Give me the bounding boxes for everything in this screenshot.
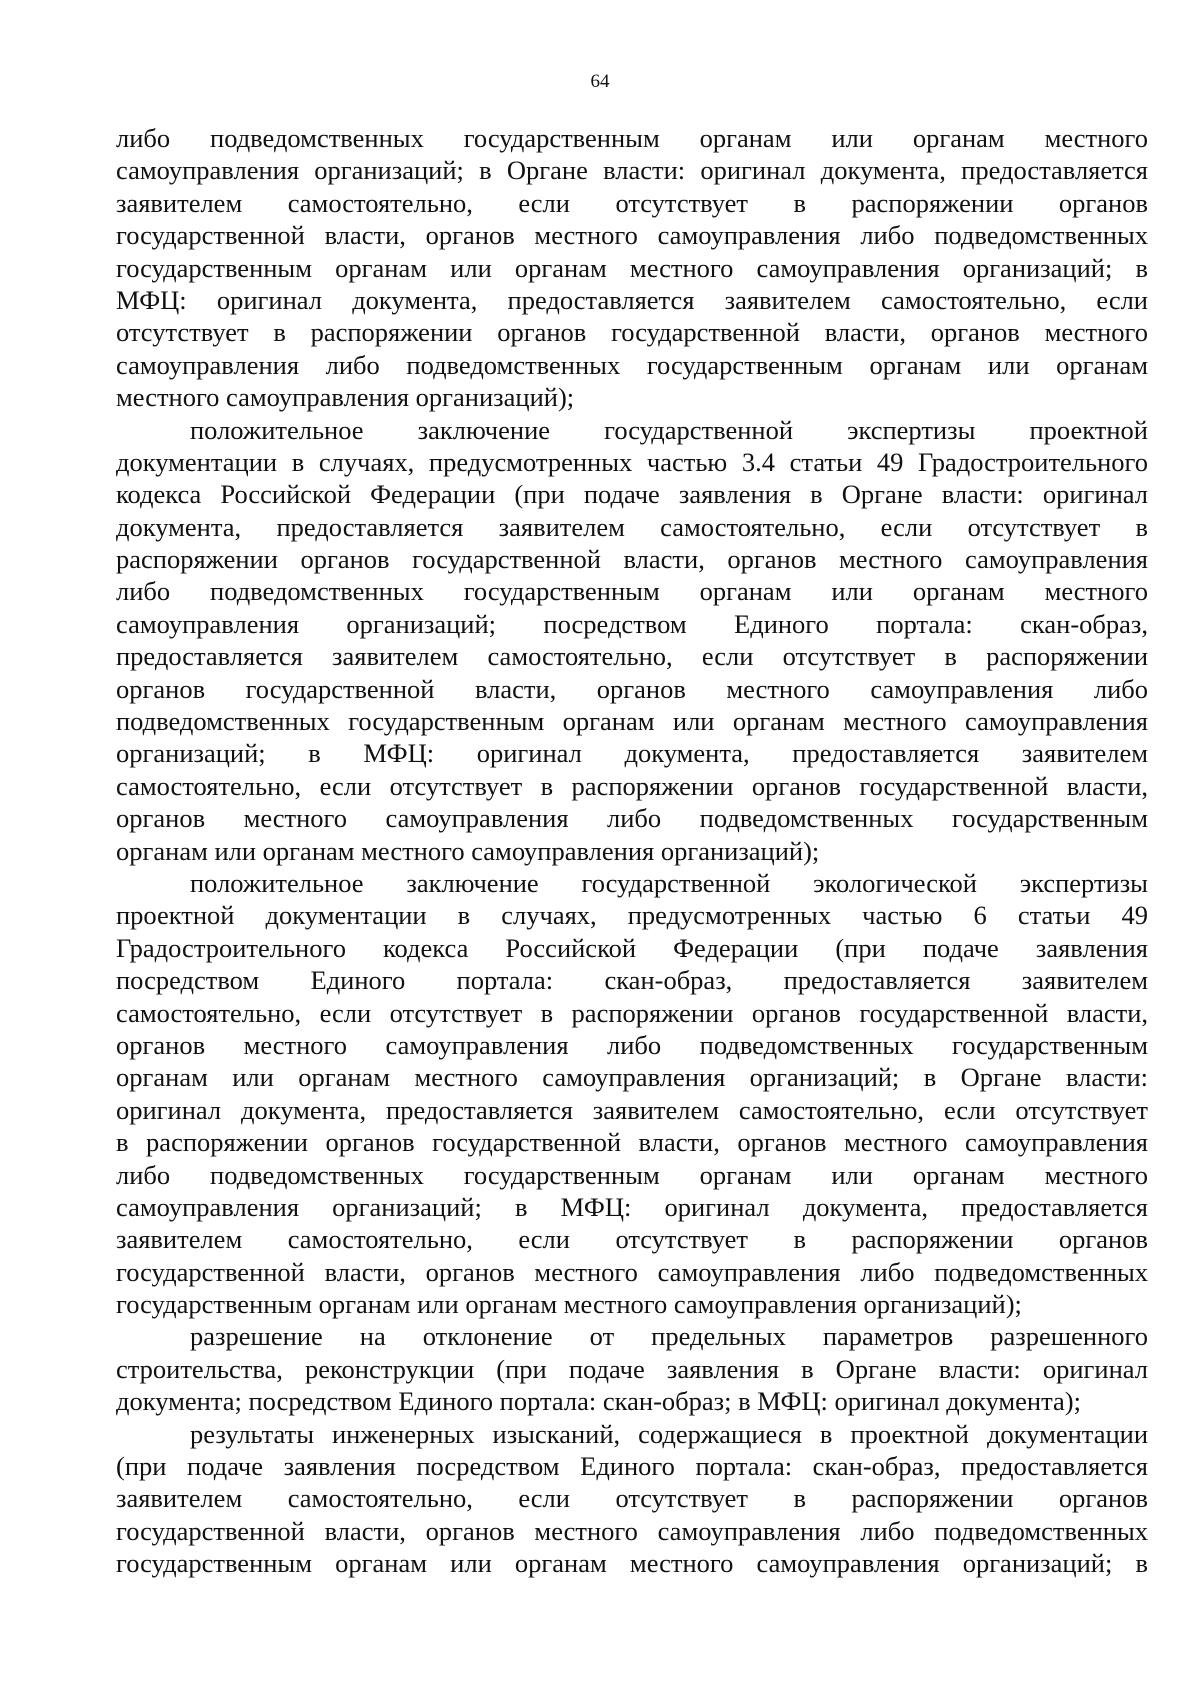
text-line: органам или органам местного самоуправления организаций; в Органе власти:: [116, 1062, 1148, 1093]
text-line: документа, предоставляется заявителем самостоятельно, если отсутствует в: [116, 511, 1148, 542]
text-line: государственным органам или органам местного самоуправления организаций);: [116, 1289, 1022, 1320]
text-line: самоуправления организаций; посредством Единого портала: скан-образ,: [116, 608, 1148, 639]
text-line: проектной документации в случаях, предусмотренных частью 6 статьи 49: [116, 900, 1148, 931]
text-line: документации в случаях, предусмотренных частью 3.4 статьи 49 Градостроительного: [116, 446, 1148, 477]
text-line: заявителем самостоятельно, если отсутствует в распоряжении органов: [116, 1224, 1148, 1255]
text-line: государственной власти, органов местного самоуправления либо подведомственных: [116, 1515, 1148, 1546]
text-line: органов местного самоуправления либо подведомственных государственным: [116, 1029, 1148, 1060]
text-line: органов государственной власти, органов местного самоуправления либо: [116, 673, 1148, 704]
text-line: самостоятельно, если отсутствует в распоряжении органов государственной власти,: [116, 770, 1148, 801]
text-line: государственной власти, органов местного самоуправления либо подведомственных: [116, 1256, 1148, 1287]
text-line: государственной власти, органов местного самоуправления либо подведомственных: [116, 220, 1148, 251]
text-line: либо подведомственных государственным органам или органам местного: [116, 576, 1148, 607]
text-line: заявителем самостоятельно, если отсутствует в распоряжении органов: [116, 1483, 1148, 1514]
text-line: кодекса Российской Федерации (при подаче заявления в Органе власти: оригинал: [116, 479, 1148, 510]
paragraph-first-line: положительное заключение государственной экологической экспертизы: [190, 867, 1148, 898]
text-line: органам или органам местного самоуправления организаций);: [116, 835, 820, 866]
text-line: в распоряжении органов государственной власти, органов местного самоуправления: [116, 1127, 1148, 1158]
text-line: МФЦ: оригинал документа, предоставляется заявителем самостоятельно, если: [116, 284, 1148, 315]
page-number: 64: [590, 71, 610, 92]
text-line: самоуправления либо подведомственных государственным органам или органам: [116, 349, 1148, 380]
text-line: отсутствует в распоряжении органов государственной власти, органов местного: [116, 317, 1148, 348]
text-line: организаций; в МФЦ: оригинал документа, предоставляется заявителем: [116, 738, 1148, 769]
text-line: оригинал документа, предоставляется заявителем самостоятельно, если отсутствует: [116, 1094, 1148, 1125]
text-line: органов местного самоуправления либо подведомственных государственным: [116, 803, 1148, 834]
text-line: самоуправления организаций; в Органе власти: оригинал документа, предоставляется: [116, 155, 1148, 186]
text-line: Градостроительного кодекса Российской Федерации (при подаче заявления: [116, 932, 1148, 963]
text-line: либо подведомственных государственным органам или органам местного: [116, 123, 1148, 153]
text-line: подведомственных государственным органам или органам местного самоуправления: [116, 706, 1148, 737]
paragraph-first-line: положительное заключение государственной экспертизы проектной: [190, 414, 1148, 445]
text-line: государственным органам или органам местного самоуправления организаций; в: [116, 252, 1148, 283]
text-line: (при подаче заявления посредством Единого портала: скан-образ, предоставляется: [116, 1451, 1148, 1482]
text-line: документа; посредством Единого портала: скан-образ; в МФЦ: оригинал документа);: [116, 1386, 1081, 1417]
text-line: строительства, реконструкции (при подаче заявления в Органе власти: оригинал: [116, 1353, 1148, 1384]
text-line: либо подведомственных государственным органам или органам местного: [116, 1159, 1148, 1190]
text-line: самостоятельно, если отсутствует в распоряжении органов государственной власти,: [116, 997, 1148, 1028]
text-line: посредством Единого портала: скан-образ, предоставляется заявителем: [116, 965, 1148, 996]
text-line: предоставляется заявителем самостоятельно, если отсутствует в распоряжении: [116, 641, 1148, 672]
text-line: самоуправления организаций; в МФЦ: оригинал документа, предоставляется: [116, 1191, 1148, 1222]
paragraph-first-line: разрешение на отклонение от предельных параметров разрешенного: [190, 1321, 1148, 1352]
text-line: местного самоуправления организаций);: [116, 382, 575, 413]
paragraph-first-line: результаты инженерных изысканий, содержащиеся в проектной документации: [190, 1418, 1148, 1449]
text-line: заявителем самостоятельно, если отсутствует в распоряжении органов: [116, 187, 1148, 218]
body-text: [116, 122, 1148, 1580]
text-line: распоряжении органов государственной власти, органов местного самоуправления: [116, 544, 1148, 575]
text-line: государственным органам или органам местного самоуправления организаций; в: [116, 1548, 1148, 1579]
